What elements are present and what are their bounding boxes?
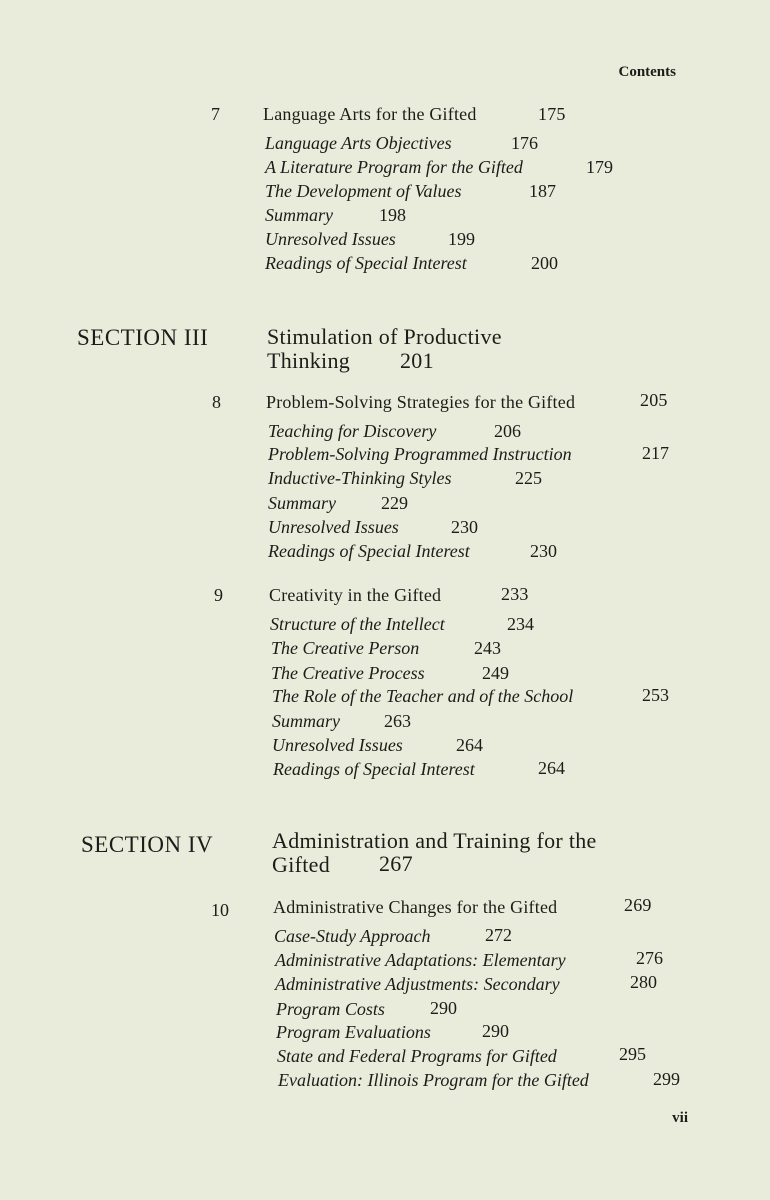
toc-entry: Program Costs — [276, 999, 385, 1019]
chapter-page: 269 — [624, 895, 652, 915]
section-title-line1: Administration and Training for the — [272, 828, 597, 853]
toc-entry: State and Federal Programs for Gifted — [277, 1046, 557, 1066]
toc-entry-page: 299 — [653, 1069, 680, 1089]
toc-entry: Inductive-Thinking Styles — [268, 468, 452, 488]
toc-entry-page: 264 — [456, 735, 483, 755]
toc-entry-page: 249 — [482, 663, 509, 683]
toc-entry: A Literature Program for the Gifted — [265, 157, 523, 177]
toc-entry-page: 276 — [636, 948, 663, 968]
toc-entry-page: 295 — [619, 1044, 646, 1064]
section-title-line1: Stimulation of Productive — [267, 324, 502, 349]
toc-entry-page: 229 — [381, 493, 408, 513]
section-label: SECTION IV — [81, 832, 214, 857]
toc-entry: Readings of Special Interest — [265, 253, 467, 273]
toc-entry: Summary — [272, 711, 340, 731]
toc-entry-page: 280 — [630, 972, 657, 992]
page-number: vii — [672, 1110, 688, 1126]
toc-entry: Readings of Special Interest — [268, 541, 470, 561]
toc-entry: The Creative Process — [271, 663, 425, 683]
toc-entry-page: 290 — [430, 998, 457, 1018]
section-label: SECTION III — [77, 325, 209, 350]
toc-entry: The Development of Values — [265, 181, 462, 201]
toc-entry-page: 230 — [451, 517, 478, 537]
chapter-number: 10 — [211, 900, 229, 920]
chapter-title: Administrative Changes for the Gifted — [273, 897, 558, 917]
toc-entry-page: 176 — [511, 133, 538, 153]
toc-entry: The Role of the Teacher and of the School — [272, 686, 574, 706]
toc-entry: Program Evaluations — [276, 1022, 431, 1042]
toc-entry-page: 234 — [507, 614, 534, 634]
chapter-number: 9 — [214, 585, 223, 605]
toc-entry: Unresolved Issues — [272, 735, 403, 755]
toc-entry-page: 243 — [474, 638, 501, 658]
chapter-title: Creativity in the Gifted — [269, 585, 442, 605]
toc-entry-page: 290 — [482, 1021, 509, 1041]
toc-entry-page: 264 — [538, 758, 565, 778]
toc-entry: Language Arts Objectives — [265, 133, 452, 153]
toc-entry-page: 199 — [448, 229, 475, 249]
section-title-line2: Thinking — [267, 348, 351, 373]
toc-entry: Structure of the Intellect — [270, 614, 445, 634]
toc-entry-page: 263 — [384, 711, 411, 731]
toc-entry: Problem-Solving Programmed Instruction — [268, 444, 572, 464]
toc-entry-page: 217 — [642, 443, 669, 463]
toc-entry-page: 187 — [529, 181, 556, 201]
toc-entry-page: 253 — [642, 685, 669, 705]
section-page: 267 — [379, 851, 413, 876]
toc-entry: Evaluation: Illinois Program for the Gifted — [278, 1070, 589, 1090]
toc-entry: Case-Study Approach — [274, 926, 431, 946]
toc-entry: The Creative Person — [271, 638, 420, 658]
toc-entry-page: 272 — [485, 925, 512, 945]
toc-entry: Summary — [265, 205, 333, 225]
chapter-number: 7 — [211, 104, 220, 124]
toc-entry-page: 198 — [379, 205, 406, 225]
chapter-page: 233 — [501, 584, 529, 604]
toc-entry-page: 179 — [586, 157, 613, 177]
toc-entry: Unresolved Issues — [265, 229, 396, 249]
toc-entry-page: 200 — [531, 253, 558, 273]
toc-entry-page: 230 — [530, 541, 557, 561]
chapter-page: 175 — [538, 104, 566, 124]
section-title-line2: Gifted — [272, 852, 331, 877]
running-header: Contents — [618, 64, 676, 80]
chapter-title: Language Arts for the Gifted — [263, 104, 477, 124]
toc-entry: Readings of Special Interest — [273, 759, 475, 779]
toc-entry: Administrative Adjustments: Secondary — [275, 974, 560, 994]
toc-entry: Unresolved Issues — [268, 517, 399, 537]
chapter-number: 8 — [212, 392, 221, 412]
toc-entry: Teaching for Discovery — [268, 421, 437, 441]
toc-entry: Administrative Adaptations: Elementary — [275, 950, 566, 970]
toc-entry-page: 225 — [515, 468, 542, 488]
toc-entry-page: 206 — [494, 421, 521, 441]
chapter-page: 205 — [640, 390, 668, 410]
toc-entry: Summary — [268, 493, 336, 513]
section-page: 201 — [400, 348, 434, 373]
chapter-title: Problem-Solving Strategies for the Gifted — [266, 392, 576, 412]
